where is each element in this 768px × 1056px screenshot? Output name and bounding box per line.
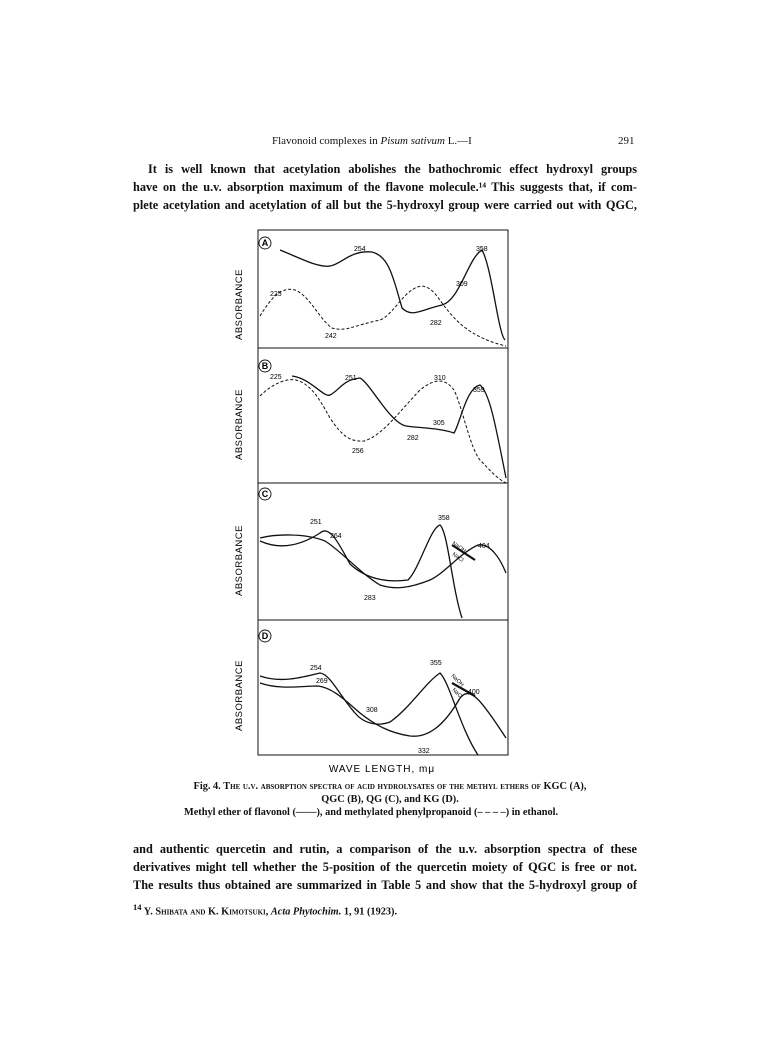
- peak-label: 358: [476, 246, 488, 253]
- footnote: [133, 902, 637, 917]
- peak-label: 254: [354, 246, 366, 253]
- peak-label: 310: [434, 375, 446, 382]
- paragraph-line: It is well known that acetylation abolishes the bathochromic effect hydroxyl groups: [148, 162, 637, 176]
- panel-letter: D: [261, 631, 269, 641]
- peak-label: 269: [316, 678, 328, 685]
- panel-a: [259, 237, 506, 346]
- reagent-label: NaCl: [450, 687, 464, 701]
- peak-label: 282: [407, 435, 419, 442]
- peak-label: 358: [438, 515, 450, 522]
- paragraph-line: plete acetylation and acetylation of all but the 5-hydroxyl group were carried out with QGC,: [133, 198, 637, 212]
- figure-4: [230, 228, 522, 778]
- panel-letter: C: [261, 489, 269, 499]
- paragraph-1: [133, 160, 637, 214]
- peak-label: 264: [330, 533, 342, 540]
- peak-label: 256: [352, 448, 364, 455]
- peak-label: 404: [478, 543, 490, 550]
- peak-label: 359: [473, 387, 485, 394]
- running-head: [0, 135, 768, 151]
- footnote-ref: 1, 91 (1923).: [341, 906, 398, 918]
- y-axis-label: ABSORBANCE: [234, 389, 245, 460]
- caption-line-2: QGC (B), QG (C), and KG (D).: [321, 794, 459, 805]
- footnote-marker: 14: [133, 902, 142, 912]
- figure-svg: [230, 228, 522, 778]
- y-axis-label: ABSORBANCE: [234, 269, 245, 340]
- peak-label: 251: [310, 519, 322, 526]
- figure-frame: [258, 230, 508, 755]
- peak-label: 251: [345, 375, 357, 382]
- reagent-label: NaOH: [449, 673, 465, 689]
- panel-d: [259, 630, 506, 755]
- figure-caption: [160, 780, 620, 819]
- footnote-authors: Y. Shibata and K. Kimotsuki,: [141, 906, 271, 918]
- paragraph-line: and authentic quercetin and rutin, a comparison of the u.v. absorption spectra of these: [133, 842, 637, 856]
- page-number: 291: [618, 135, 635, 147]
- reagent-label: NaOH: [450, 540, 467, 555]
- y-axis-label: ABSORBANCE: [234, 660, 245, 731]
- peak-label: 332: [418, 748, 430, 755]
- peak-label: 309: [456, 281, 468, 288]
- footnote-journal: Acta Phytochim.: [270, 906, 342, 918]
- paragraph-line: The results thus obtained are summarized in Table 5 and show that the 5-hydroxyl group of: [133, 878, 637, 892]
- panel-b: [259, 360, 506, 483]
- peak-label: 400: [468, 689, 480, 696]
- panel-c: [259, 488, 506, 618]
- peak-label: 225: [270, 291, 282, 298]
- peak-label: 283: [364, 595, 376, 602]
- peak-label: 225: [270, 374, 282, 381]
- y-axis-label: ABSORBANCE: [234, 525, 245, 596]
- solid-curve: [260, 673, 478, 755]
- peak-label: 305: [433, 420, 445, 427]
- caption-line-1: Fig. 4. The u.v. absorption spectra of acid hydrolysates of the methyl ethers of KGC (A),: [193, 781, 587, 792]
- paragraph-line: derivatives might tell whether the 5-position of the quercetin moiety of QGC is free or not.: [133, 860, 637, 874]
- peak-label: 308: [366, 707, 378, 714]
- caption-line-3: Methyl ether of flavonol (——), and methylated phenylpropanoid (– – – –) in ethanol.: [184, 807, 559, 818]
- paragraph-2: [133, 840, 637, 894]
- peak-label: 282: [430, 320, 442, 327]
- reagent-label: NaCl: [450, 551, 465, 564]
- peak-label: 254: [310, 665, 322, 672]
- peak-label: 242: [325, 333, 337, 340]
- panel-letter: A: [261, 238, 269, 248]
- paragraph-line: have on the u.v. absorption maximum of the flavone molecule.¹⁴ This suggests that, if com-: [133, 180, 637, 194]
- panel-letter: B: [261, 361, 269, 371]
- x-axis-label: WAVE LENGTH, mμ: [328, 764, 436, 775]
- dashed-curve: [260, 286, 506, 346]
- peak-label: 355: [430, 660, 442, 667]
- solid-curve: [280, 250, 505, 340]
- running-head-title: Flavonoid complexes in Pisum sativum L.—I: [272, 135, 472, 147]
